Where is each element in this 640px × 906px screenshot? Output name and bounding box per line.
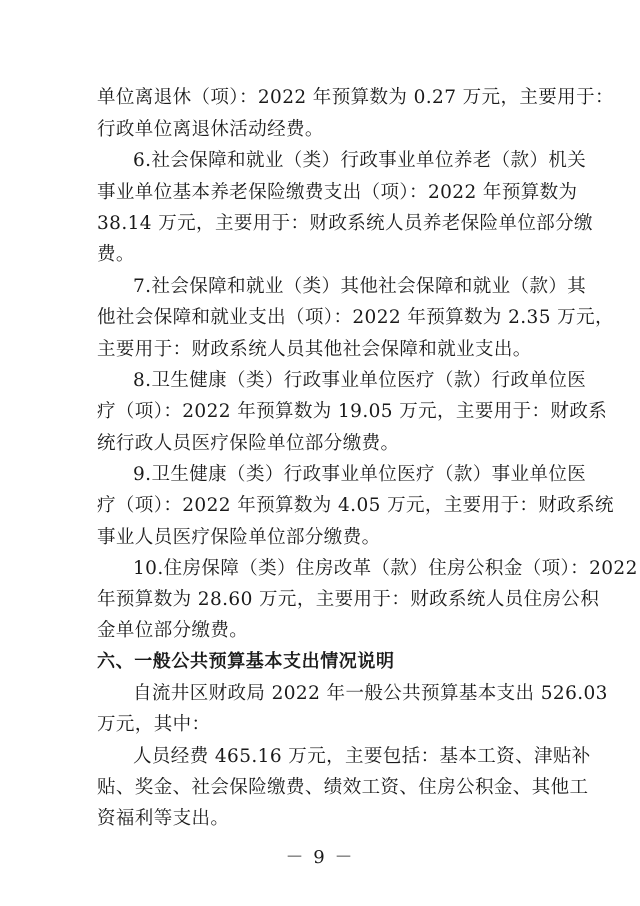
- paragraph-line: 主要用于：财政系统人员其他社会保障和就业支出。: [97, 339, 532, 360]
- section-heading: 六、一般公共预算基本支出情况说明: [97, 651, 395, 672]
- paragraph-line: 7.社会保障和就业（类）其他社会保障和就业（款）其: [133, 276, 587, 297]
- paragraph-line: 他社会保障和就业支出（项）：2022 年预算数为 2.35 万元，: [97, 307, 614, 328]
- paragraph-line: 38.14 万元，主要用于：财政系统人员养老保险单位部分缴: [97, 213, 593, 234]
- paragraph-line: 疗（项）：2022 年预算数为 19.05 万元，主要用于：财政系: [97, 401, 608, 422]
- paragraph-line: 万元，其中：: [97, 714, 211, 735]
- paragraph-line: 6.社会保障和就业（类）行政事业单位养老（款）机关: [133, 150, 587, 171]
- paragraph-line: 金单位部分缴费。: [97, 620, 249, 641]
- paragraph-line: 年预算数为 28.60 万元，主要用于：财政系统人员住房公积: [97, 589, 600, 610]
- paragraph-line: 自流井区财政局 2022 年一般公共预算基本支出 526.03: [133, 683, 608, 704]
- paragraph-line: 单位离退休（项）：2022 年预算数为 0.27 万元，主要用于：: [97, 87, 614, 108]
- paragraph-line: 疗（项）：2022 年预算数为 4.05 万元，主要用于：财政系统: [97, 495, 614, 516]
- paragraph-line: 10.住房保障（类）住房改革（款）住房公积金（项）：2022: [133, 558, 638, 579]
- paragraph-line: 行政单位离退休活动经费。: [97, 119, 324, 140]
- page-number: － 9 －: [285, 847, 355, 868]
- paragraph-line: 统行政人员医疗保险单位部分缴费。: [97, 433, 400, 454]
- paragraph-line: 贴、奖金、社会保险缴费、绩效工资、住房公积金、其他工: [97, 777, 589, 798]
- paragraph-line: 事业单位基本养老保险缴费支出（项）：2022 年预算数为: [97, 182, 578, 203]
- paragraph-line: 事业人员医疗保险单位部分缴费。: [97, 527, 381, 548]
- paragraph-line: 人员经费 465.16 万元，主要包括：基本工资、津贴补: [133, 746, 591, 767]
- paragraph-line: 9.卫生健康（类）行政事业单位医疗（款）事业单位医: [133, 464, 587, 485]
- paragraph-line: 费。: [97, 244, 135, 265]
- paragraph-line: 资福利等支出。: [97, 808, 230, 829]
- paragraph-line: 8.卫生健康（类）行政事业单位医疗（款）行政单位医: [133, 370, 587, 391]
